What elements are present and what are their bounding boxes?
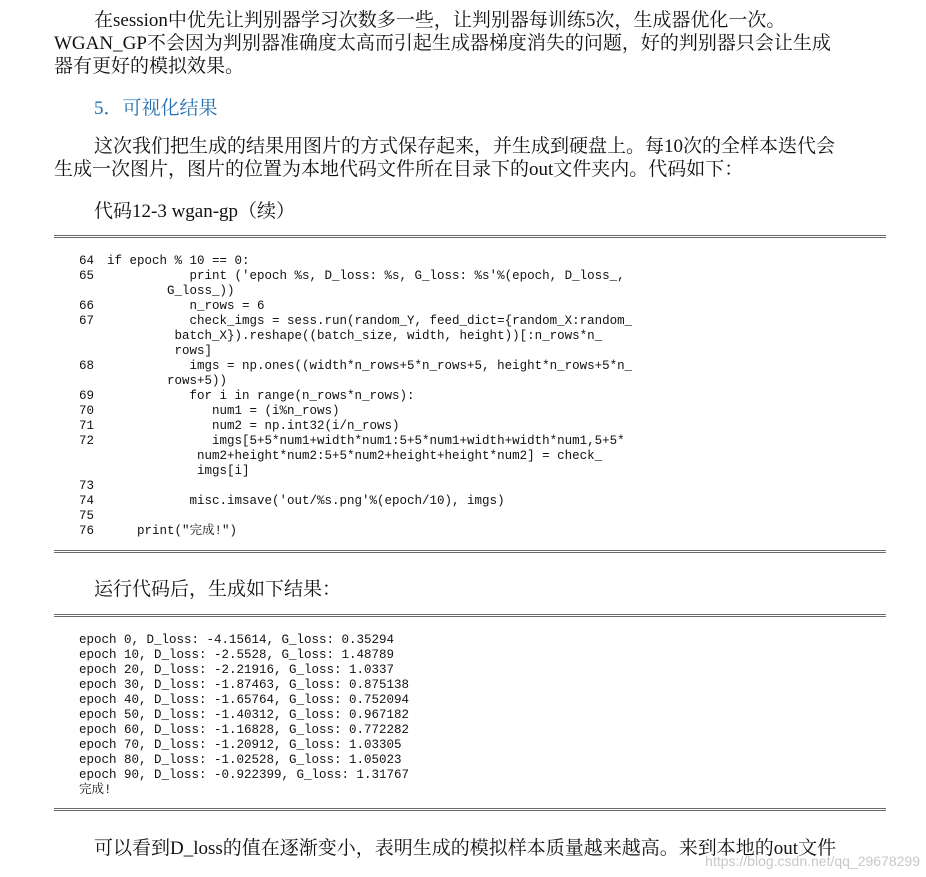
- output-block: [79, 633, 409, 798]
- code-line: [79, 359, 632, 374]
- code-line: [79, 464, 632, 479]
- code-line: [79, 374, 632, 389]
- code-line: [79, 449, 632, 464]
- code-block-top-rule: [54, 235, 886, 238]
- code-line-text: misc.imsave('out/%s.png'%(epoch/10), imgs): [107, 494, 505, 508]
- run-result-text: 运行代码后，生成如下结果：: [94, 579, 342, 600]
- output-line: epoch 10, D_loss: -2.5528, G_loss: 1.48789: [79, 648, 395, 662]
- code-line-number: 75: [79, 509, 95, 523]
- code-line-number: 76: [79, 524, 95, 538]
- code-line-text: num2+height*num2:5+5*num2+height+height*num2] = check_: [107, 449, 603, 463]
- code-line-text: print ('epoch %s, D_loss: %s, G_loss: %s'%(epoch, D_loss_,: [107, 269, 625, 283]
- intro-paragraph: [54, 9, 884, 78]
- code-line-number: 70: [79, 404, 95, 418]
- output-line: epoch 50, D_loss: -1.40312, G_loss: 0.967182: [79, 708, 410, 722]
- code-line-text: G_loss_)): [107, 284, 235, 298]
- intro-line-2: WGAN_GP不会因为判别器准确度太高而引起生成器梯度消失的问题，好的判别器只会让生成: [54, 33, 831, 54]
- watermark: https://blog.csdn.net/qq_29678299: [705, 853, 920, 869]
- output-line: epoch 90, D_loss: -0.922399, G_loss: 1.31767: [79, 768, 410, 782]
- output-line: epoch 70, D_loss: -1.20912, G_loss: 1.03305: [79, 738, 402, 752]
- code-line-number: 74: [79, 494, 95, 508]
- section-line-1: 这次我们把生成的结果用图片的方式保存起来，并生成到硬盘上。每10次的全样本迭代会: [94, 136, 836, 157]
- code-line-text: imgs[i]: [107, 464, 250, 478]
- code-line-number: 64: [79, 254, 95, 268]
- code-line: [79, 494, 632, 509]
- output-block-top-rule: [54, 614, 886, 617]
- code-line-text: if epoch % 10 == 0:: [107, 254, 250, 268]
- conclusion-text: 可以看到D_loss的值在逐渐变小，表明生成的模拟样本质量越来越高。来到本地的out文件: [94, 838, 837, 859]
- output-line: epoch 40, D_loss: -1.65764, G_loss: 0.752094: [79, 693, 410, 707]
- output-line: 完成!: [79, 783, 112, 797]
- intro-line-3: 器有更好的模拟效果。: [54, 56, 245, 77]
- code-block: [79, 254, 632, 539]
- code-line-text: batch_X}).reshape((batch_size, width, height))[:n_rows*n_: [107, 329, 603, 343]
- output-line: epoch 80, D_loss: -1.02528, G_loss: 1.05023: [79, 753, 402, 767]
- code-line: [79, 509, 632, 524]
- code-block-bottom-rule: [54, 550, 886, 553]
- code-line-number: 66: [79, 299, 95, 313]
- code-caption: 代码12-3 wgan-gp（续）: [94, 201, 296, 222]
- code-line-text: for i in range(n_rows*n_rows):: [107, 389, 415, 403]
- output-line: epoch 0, D_loss: -4.15614, G_loss: 0.35294: [79, 633, 395, 647]
- output-line: epoch 30, D_loss: -1.87463, G_loss: 0.875138: [79, 678, 410, 692]
- code-line-text: rows]: [107, 344, 213, 358]
- code-line-text: imgs = np.ones((width*n_rows+5*n_rows+5, height*n_rows+5*n_: [107, 359, 633, 373]
- code-line-number: 69: [79, 389, 95, 403]
- output-line: epoch 60, D_loss: -1.16828, G_loss: 0.772282: [79, 723, 410, 737]
- code-line: [79, 479, 632, 494]
- section-heading: 5．可视化结果: [94, 98, 218, 119]
- section-line-2: 生成一次图片，图片的位置为本地代码文件所在目录下的out文件夹内。代码如下：: [54, 159, 744, 180]
- code-line: [79, 434, 632, 449]
- code-line: [79, 389, 632, 404]
- output-block-bottom-rule: [54, 808, 886, 811]
- code-line-text: num2 = np.int32(i/n_rows): [107, 419, 400, 433]
- output-line: epoch 20, D_loss: -2.21916, G_loss: 1.0337: [79, 663, 395, 677]
- code-line: [79, 284, 632, 299]
- code-line-number: 73: [79, 479, 95, 493]
- code-line-number: 71: [79, 419, 95, 433]
- code-line: [79, 404, 632, 419]
- code-line-text: print("完成!"): [107, 524, 238, 538]
- code-line: [79, 269, 632, 284]
- code-line: [79, 524, 632, 539]
- code-line-number: 67: [79, 314, 95, 328]
- code-line: [79, 254, 632, 269]
- code-line: [79, 344, 632, 359]
- code-line-text: rows+5)): [107, 374, 228, 388]
- code-line-text: num1 = (i%n_rows): [107, 404, 340, 418]
- code-line: [79, 314, 632, 329]
- code-line: [79, 419, 632, 434]
- code-line-text: check_imgs = sess.run(random_Y, feed_dict={random_X:random_: [107, 314, 633, 328]
- code-line: [79, 299, 632, 314]
- code-line-number: 65: [79, 269, 95, 283]
- intro-line-1: 在session中优先让判别器学习次数多一些，让判别器每训练5次，生成器优化一次。: [94, 10, 786, 31]
- code-line-text: imgs[5+5*num1+width*num1:5+5*num1+width+width*num1,5+5*: [107, 434, 625, 448]
- code-line-number: 68: [79, 359, 95, 373]
- section-paragraph: [54, 135, 884, 181]
- code-line-text: n_rows = 6: [107, 299, 265, 313]
- code-line-number: 72: [79, 434, 95, 448]
- code-line: [79, 329, 632, 344]
